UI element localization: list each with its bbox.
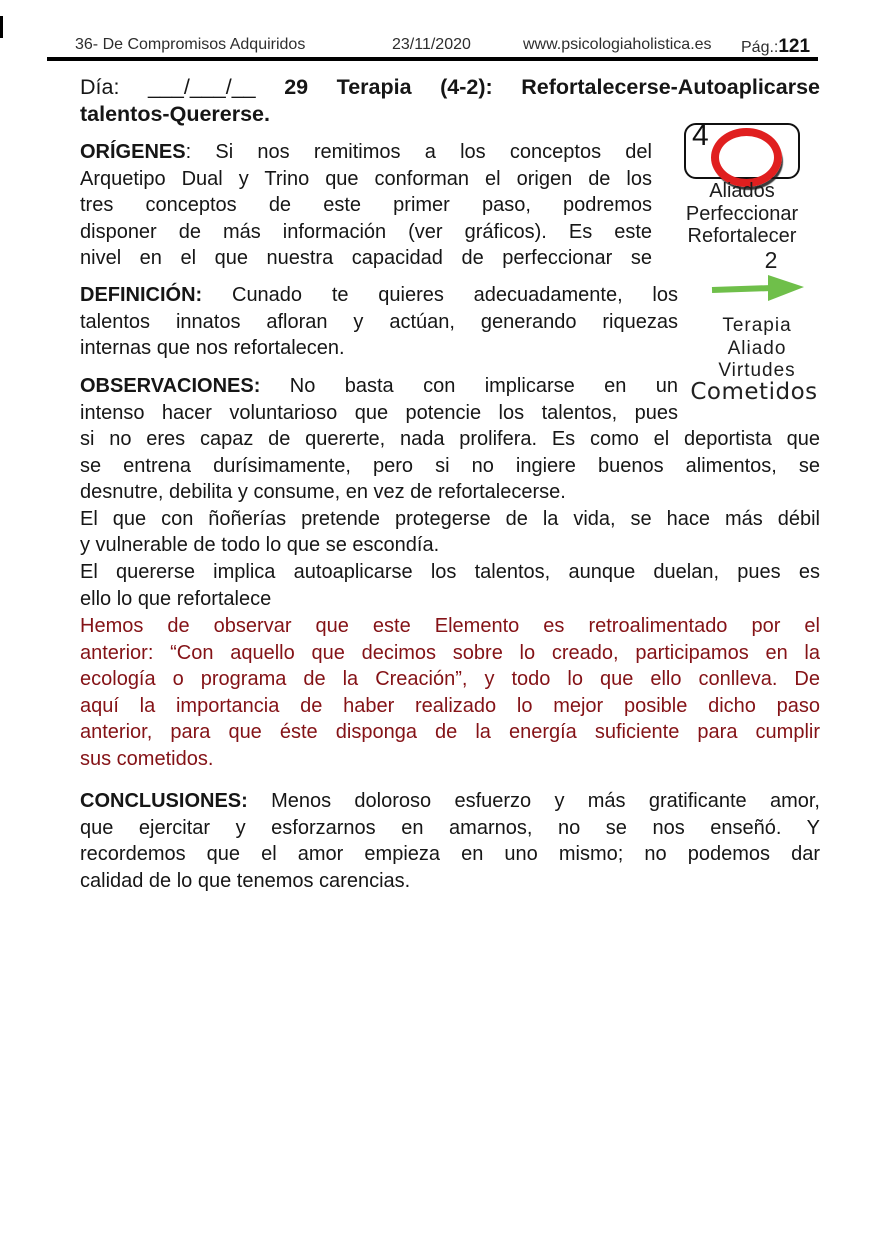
figure-label: Virtudes [718,360,796,381]
figure-label: Terapia [722,315,792,336]
text-line: recordemos que el amor empieza en uno mismo; no podemos dar [80,843,820,866]
step-4-labels [668,180,816,248]
observaciones-label: OBSERVACIONES: [80,375,261,397]
text-line: ello lo que refortalece [80,587,272,610]
text-run: : Si nos remitimos a los conceptos del [185,141,652,163]
text-line: anterior, para que éste disponga de la energía suficiente para cumplir [80,721,820,744]
text-line [80,788,820,815]
text-line: Hemos de observar que este Elemento es retroalimentado por el [80,615,820,637]
conclusiones-paragraph [80,788,820,894]
text-line [80,282,678,309]
text-line: sus cometidos. [80,747,214,770]
page-title [80,74,820,128]
figure-label: Refortalecer [687,225,797,247]
text-line: internas que nos refortalecen. [80,337,345,360]
title-line-1 [80,74,820,101]
text-line: anterior: “Con aquello que decimos sobre lo creado, participamos en la [80,641,820,664]
origenes-paragraph [80,139,652,272]
text-line: El quererse implica autoaplicarse los talentos, aunque duelan, pues es [80,560,820,583]
text-line: desnutre, debilita y consume, en vez de refortalecerse. [80,481,566,504]
definicion-paragraph [80,282,678,362]
text-line: ecología o programa de la Creación”, y todo lo que ello conlleva. De [80,668,820,691]
arrow-figure [710,249,806,306]
observaciones-paragraph-wide [80,426,820,612]
text-line [80,139,652,166]
title-bold: 29 Terapia (4-2): Refortalecerse-Autoaplicarse [284,75,820,99]
header-website: www.psicologiaholistica.es [523,36,712,53]
scan-artifact [0,16,3,38]
text-line [80,373,678,400]
text-line: que ejercitar y esforzarnos en amarnos, no se nos enseñó. Y [80,816,820,839]
text-line: se entrena durísimamente, pero si no ingiere buenos alimentos, se [80,454,820,477]
page-number: 121 [778,36,811,57]
text-run: Cunado te quieres adecuadamente, los [202,284,678,306]
text-line: El que con ñoñerías pretende protegerse de la vida, se hace más débil [80,507,820,530]
text-run: No basta con implicarse en un [260,375,678,397]
figure-label: Perfeccionar [685,202,799,225]
header-rule [47,57,818,61]
page-label: Pág.: [741,39,779,56]
step-4-box [684,119,800,179]
text-line: aquí la importancia de haber realizado lo mejor posible dicho paso [80,694,820,717]
text-line: si no eres capaz de quererte, nada prolifera. Es como el deportista que [80,428,820,450]
observaciones-paragraph-narrow [80,373,678,426]
text-line: Arquetipo Dual y Trino que conforman el origen de los [80,167,652,190]
header-date: 23/11/2020 [392,36,471,53]
text-line: calidad de lo que tenemos carencias. [80,869,411,892]
green-arrow-icon [710,271,806,301]
text-line: tres conceptos de este primer paso, podremos [80,194,652,217]
arrow-labels [690,315,824,383]
header-page [741,36,810,58]
definicion-label: DEFINICIÓN: [80,284,203,306]
origenes-label: ORÍGENES [80,141,186,163]
text-line: y vulnerable de todo lo que se escondía. [80,534,440,557]
day-field: Día: ___/___/__ [80,75,285,99]
step-number-4: 4 [692,119,709,152]
text-line: disponer de más información (ver gráficos). Es este [80,220,652,243]
cometidos-label: Cometidos [690,379,818,405]
title-line-2: talentos-Quererse. [80,102,270,126]
figure-label: Aliados [709,180,775,202]
text-line: intenso hacer voluntarioso que potencie los talentos, pues [80,401,678,424]
conclusiones-label: CONCLUSIONES: [80,790,248,812]
figure-label: Aliado [727,337,787,359]
text-line: talentos innatos afloran y actúan, generando riquezas [80,310,678,333]
red-ellipse-icon [711,128,782,187]
text-run: Menos doloroso esfuerzo y más gratificante amor, [247,790,820,812]
text-line: nivel en el que nuestra capacidad de perfeccionar se [80,247,652,270]
header-doc-title: 36- De Compromisos Adquiridos [75,36,306,53]
red-note-paragraph [80,613,820,773]
step-number-2: 2 [764,247,778,273]
